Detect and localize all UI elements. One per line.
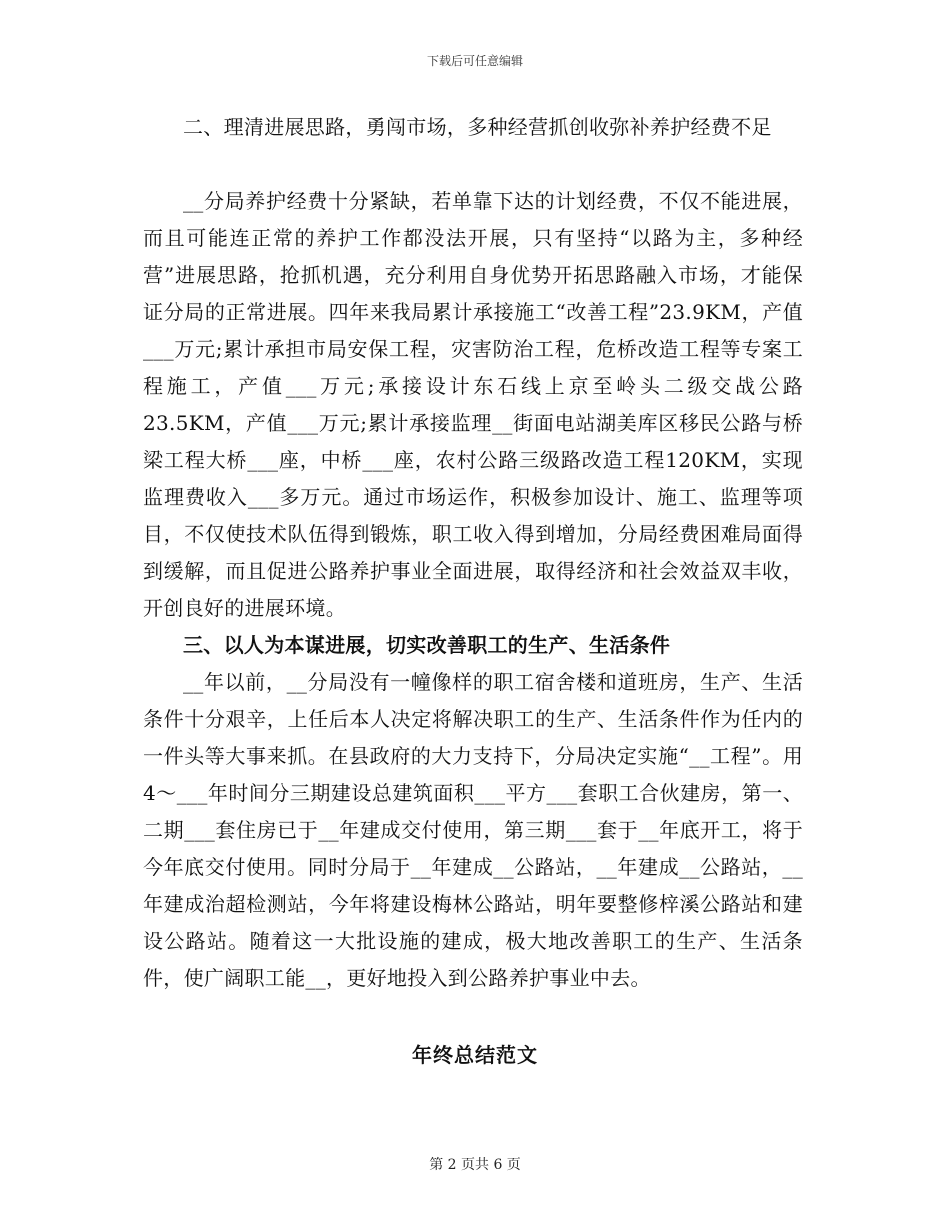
section-3-paragraph: __年以前，__分局没有一幢像样的职工宿舍楼和道班房，生产、生活条件十分艰辛，上任后本人决定将解决职工的生产、生活条件作为任内的一件头等大事来抓。在县政府的大力支持下，分局决定实施“__工程”。用4～___年时间分三期建设总建筑面积___平方___套职工合伙建房，第一、二期___套住房已于__年建成交付使用，第三期___套于__年底开工，将于今年底交付使用。同时分局于__年建成__公路站，__年建成__公路站，__年建成治超检测站，今年将建设梅林公路站，明年要整修梓溪公路站和建设公路站。随着这一大批设施的建成，极大地改善职工的生产、生活条件，使广阔职工能__，更好地投入到公路养护事业中去。 [143, 670, 803, 990]
section-2-heading: 二、理清进展思路，勇闯市场，多种经营抓创收弥补养护经费不足 [183, 115, 772, 139]
document-title: 年终总结范文 [412, 1043, 538, 1067]
section-3-heading: 三、以人为本谋进展，切实改善职工的生产、生活条件 [183, 633, 671, 657]
page-header: 下载后可任意编辑 [426, 54, 523, 68]
page-number: 第 2 页共 6 页 [429, 1157, 521, 1173]
section-2-paragraph: __分局养护经费十分紧缺，若单靠下达的计划经费，不仅不能进展，而且可能连正常的养护工作都没法开展，只有坚持“以路为主，多种经营”进展思路，抢抓机遇，充分利用自身优势开拓思路融入市场，才能保证分局的正常进展。四年来我局累计承接施工“改善工程”23.9KM，产值___万元;累计承担市局安保工程，灾害防治工程，危桥改造工程等专案工程施工，产值___万元;承接设计东石线上京至岭头二级交战公路23.5KM，产值___万元;累计承接监理__街面电站湖美库区移民公路与桥梁工程大桥___座，中桥___座，农村公路三级路改造工程120KM，实现监理费收入___多万元。通过市场运作，积极参加设计、施工、监理等项目，不仅使技术队伍得到锻炼，职工收入得到增加，分局经费困难局面得到缓解，而且促进公路养护事业全面进展，取得经济和社会效益双丰收，开创良好的进展环境。 [143, 189, 803, 620]
